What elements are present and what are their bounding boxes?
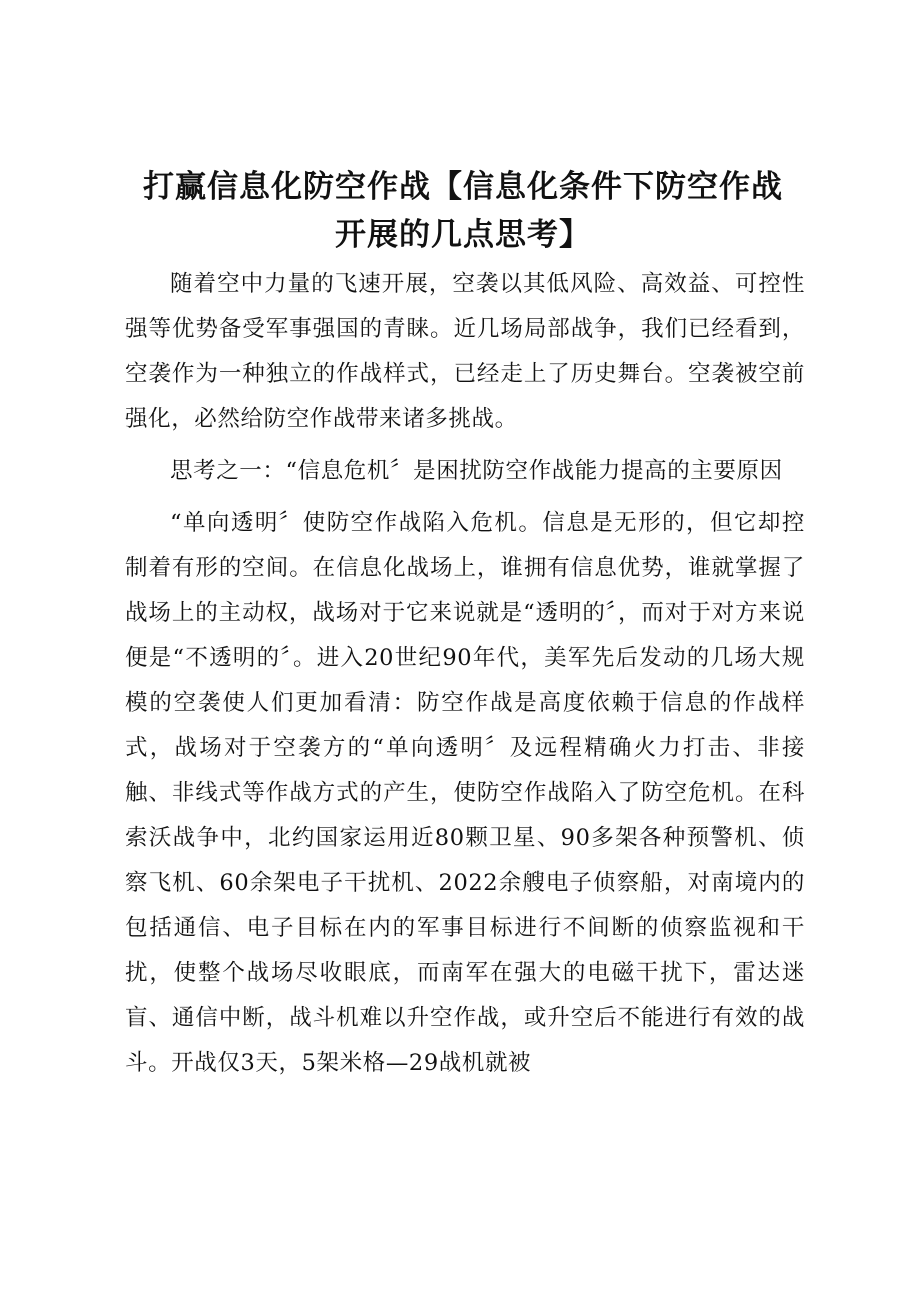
document-title	[118, 163, 808, 259]
section-heading-1: 思考之一：“信息危机〞是困扰防空作战能力提高的主要原因	[170, 458, 783, 484]
document-body	[125, 262, 805, 1086]
title-line-2: 开展的几点思考】	[335, 217, 591, 253]
title-line-1: 打赢信息化防空作战【信息化条件下防空作战	[143, 169, 783, 205]
paragraph-single-transparency: “单向透明〞使防空作战陷入危机。信息是无形的，但它却控制着有形的空间。在信息化战场上，谁拥有信息优势，谁就掌握了战场上的主动权，战场对于它来说就是“透明的〞，而对于对方来说便是“不透明的〞。进入20世纪90年代，美军先后发动的几场大规模的空袭使人们更加看清：防空作战是高度依赖于信息的作战样式，战场对于空袭方的“单向透明〞及远程精确火力打击、非接触、非线式等作战方式的产生，使防空作战陷入了防空危机。在科索沃战争中，北约国家运用近80颗卫星、90多架各种预警机、侦察飞机、60余架电子干扰机、2022余艘电子侦察船，对南境内的包括通信、电子目标在内的军事目标进行不间断的侦察监视和干扰，使整个战场尽收眼底，而南军在强大的电磁干扰下，雷达迷盲、通信中断，战斗机难以升空作战，或升空后不能进行有效的战斗。开战仅3天，5架米格—29战机就被	[125, 510, 805, 1076]
paragraph-intro: 随着空中力量的飞速开展，空袭以其低风险、高效益、可控性强等优势备受军事强国的青睐。近几场局部战争，我们已经看到，空袭作为一种独立的作战样式，已经走上了历史舞台。空袭被空前强化，必然给防空作战带来诸多挑战。	[125, 271, 805, 432]
